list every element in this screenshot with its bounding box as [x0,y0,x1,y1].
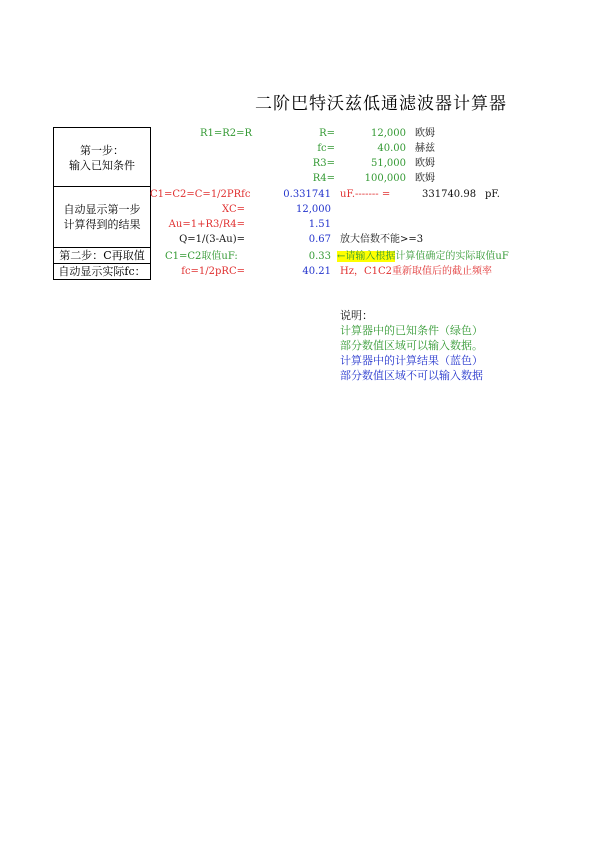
q-value: 0.67 [308,234,331,245]
input-label-r4: R4= [312,173,335,184]
auto-result-box [53,186,151,248]
r-formula: R1=R2=R [200,128,253,139]
auto-fc-box [53,263,151,280]
step2-box [53,247,151,264]
pf-unit: pF. [485,189,500,200]
au-label: Au=1+R3/R4= [168,219,245,230]
input-r4-value[interactable]: 100,000 [364,173,406,184]
step1-sub-label: 输入已知条件 [69,159,135,172]
step2-hint-rest: 计算值确定的实际取值uF [395,251,509,262]
step2-c-value[interactable]: 0.33 [308,251,331,262]
c-pf-value: 331740.98 [422,189,477,200]
step2-hint [337,250,509,264]
notes-line-4: 部分数值区域不可以输入数据 [340,369,483,382]
auto-fc-label: 自动显示实际fc： [58,265,146,278]
c-formula: C1=C2=C=1/2PRfc [150,189,251,200]
input-fc-unit: 赫兹 [415,143,435,154]
input-label-r3: R3= [312,158,335,169]
page-title: 二阶巴特沃兹低通滤波器计算器 [255,94,507,114]
input-r-value[interactable]: 12,000 [371,128,406,139]
auto-result-label: 自动显示第一步 [63,203,141,216]
step2-c-label: C1=C2取值uF: [165,251,238,262]
step1-label: 第一步： [80,144,124,157]
q-note: 放大倍数不能>=3 [340,234,424,245]
au-value: 1.51 [308,219,331,230]
notes-line-3: 计算器中的计算结果（蓝色） [340,354,483,367]
actual-fc-note: Hz，C1C2重新取值后的截止频率 [340,266,493,277]
notes-line-2: 部分数值区域可以输入数据。 [340,339,483,352]
input-r4-unit: 欧姆 [415,173,435,184]
step2-label: 第二步：C再取值 [59,249,145,262]
xc-label: XC= [222,204,245,215]
input-r-unit: 欧姆 [415,128,435,139]
c-value: 0.331741 [283,189,331,200]
input-label-fc: fc= [317,143,335,154]
step1-box [53,127,151,187]
actual-fc-label: fc=1/2pRC= [181,266,245,277]
actual-fc-value: 40.21 [302,266,331,277]
xc-value: 12,000 [296,204,331,215]
auto-result-sub-label: 计算得到的结果 [63,218,141,231]
input-fc-value[interactable]: 40.00 [377,143,406,154]
c-unit: uF.------- = [340,189,391,200]
q-label: Q=1/(3-Au)= [179,234,245,245]
input-label-r: R= [319,128,335,139]
notes-heading: 说明： [340,309,373,322]
input-r3-value[interactable]: 51,000 [371,158,406,169]
input-r3-unit: 欧姆 [415,158,435,169]
step2-hint-highlight: ←请输入根据 [337,251,396,262]
notes-line-1: 计算器中的已知条件（绿色） [340,324,483,337]
